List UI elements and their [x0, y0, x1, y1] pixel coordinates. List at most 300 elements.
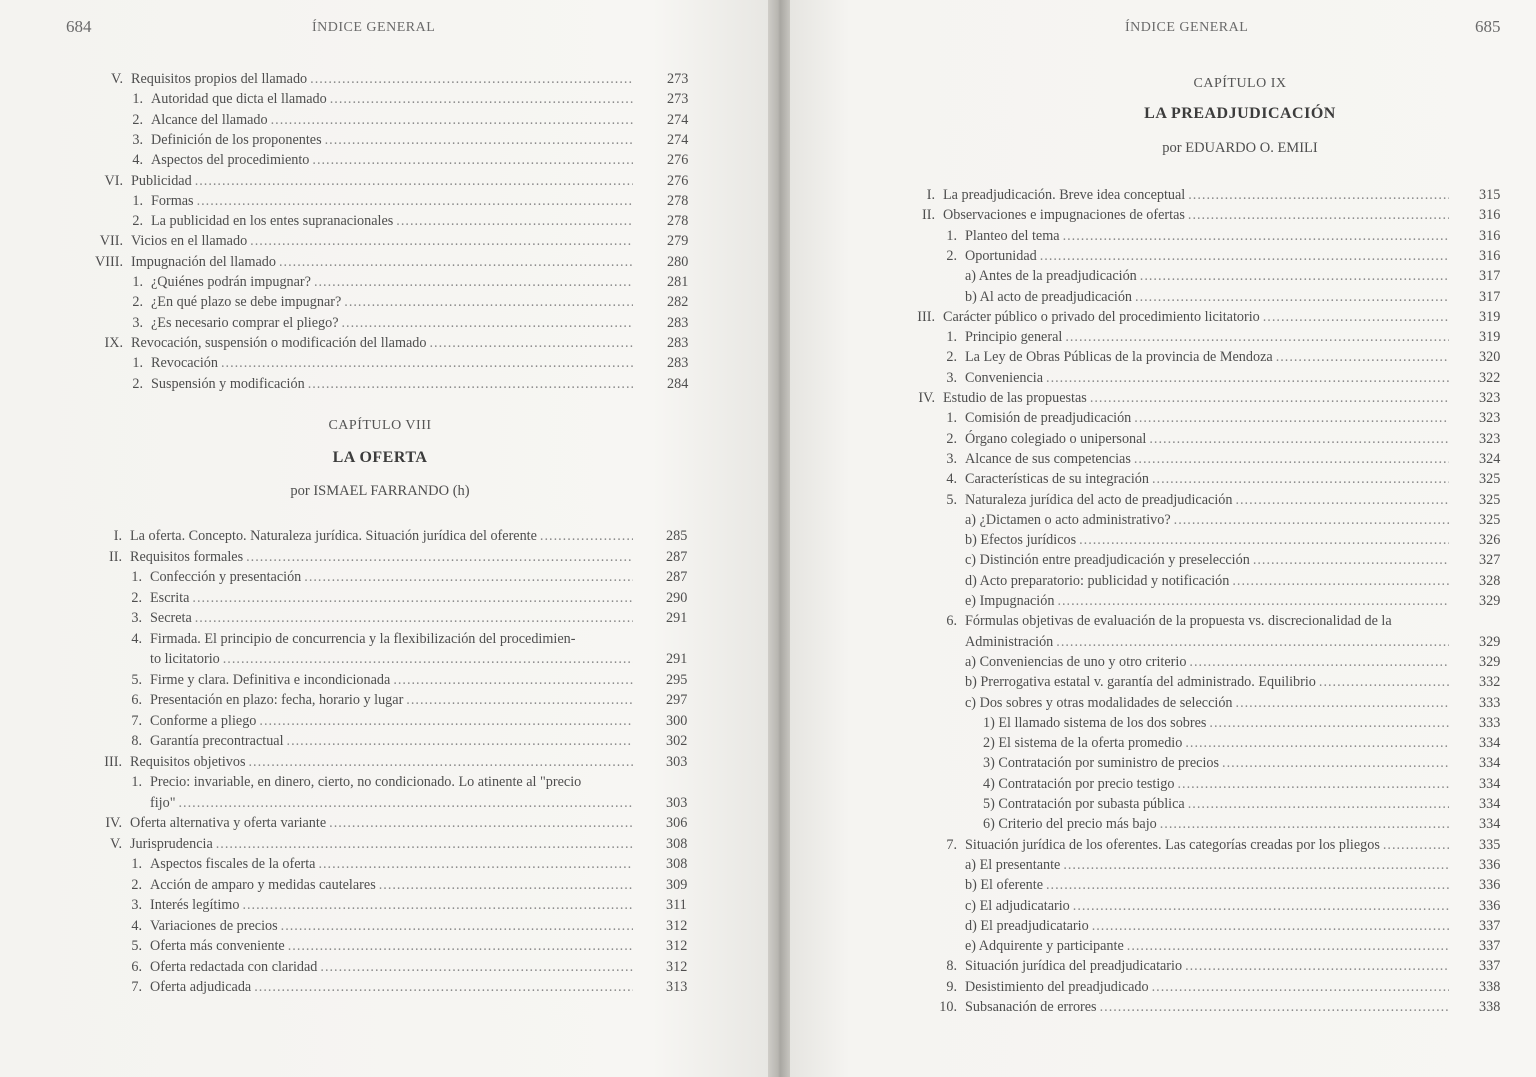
toc-entry [946, 835, 1501, 855]
toc-leader-dots [1046, 368, 1449, 388]
toc-entry [983, 774, 1501, 794]
toc-entry [131, 588, 688, 608]
toc-entry-title: b) Efectos jurídicos [965, 532, 1077, 549]
toc-entry-title: Oferta alternativa y oferta variante [130, 815, 327, 831]
toc-entry-title: a) El presentante [965, 856, 1061, 873]
toc-entry-number: 3. [132, 131, 143, 148]
toc-entry [946, 449, 1501, 469]
toc-leader-dots [1090, 388, 1449, 408]
toc-leader-dots [1263, 307, 1449, 327]
toc-entry-page: 325 [1479, 491, 1501, 508]
toc-leader-dots [1040, 246, 1449, 266]
toc-entry-page: 338 [1479, 978, 1501, 995]
page-number: 685 [1475, 17, 1501, 36]
toc-entry-number: 8. [131, 733, 142, 749]
toc-entry-page: 291 [666, 610, 688, 626]
toc-entry-number: 2. [132, 375, 143, 392]
toc-leader-dots [1065, 327, 1449, 347]
toc-entry-page: 332 [1479, 674, 1501, 691]
toc-entry-title: 6) Criterio del precio más bajo [983, 816, 1157, 833]
toc-entry [150, 793, 688, 813]
toc-entry-title: a) ¿Dictamen o acto administrativo? [965, 511, 1171, 528]
toc-entry-title: Situación jurídica del preadjudicatario [965, 958, 1183, 975]
toc-entry [131, 875, 688, 895]
toc-entry-page: 278 [667, 213, 689, 230]
toc-entry-number: 2. [131, 876, 142, 893]
toc-entry [131, 731, 688, 751]
toc-entry-page: 334 [1479, 816, 1501, 833]
toc-entry-number: 1. [946, 410, 957, 427]
toc-entry [983, 733, 1501, 753]
toc-entry-page: 283 [667, 314, 689, 331]
toc-entry-number: VI. [104, 172, 123, 189]
toc-entry-title: Requisitos objetivos [130, 753, 246, 770]
toc-leader-dots [1056, 632, 1449, 652]
toc-leader-dots [254, 977, 633, 997]
toc-entry [965, 916, 1501, 936]
toc-leader-dots [320, 957, 633, 977]
toc-leader-dots [329, 813, 633, 833]
toc-leader-dots [1189, 652, 1449, 672]
toc-entry-title: Alcance del llamado [151, 111, 268, 128]
toc-entry-page: 312 [666, 938, 688, 954]
toc-entry [131, 690, 688, 710]
toc-leader-dots [1079, 530, 1449, 550]
toc-leader-dots [248, 752, 633, 772]
toc-entry [104, 752, 688, 772]
toc-entry-page: 329 [1479, 653, 1501, 670]
toc-entry-number: II. [109, 548, 122, 565]
running-head: ÍNDICE GENERAL [312, 20, 436, 35]
toc-leader-dots [540, 526, 633, 546]
toc-entry [946, 246, 1501, 266]
toc-entry-number: 3. [946, 369, 957, 386]
toc-entry [918, 388, 1501, 408]
chapter-label: CAPÍTULO VIII [328, 418, 432, 433]
toc-entry-number: 5. [946, 491, 957, 508]
toc-entry-page: 319 [1479, 308, 1501, 325]
toc-entry [109, 547, 688, 567]
toc-entry-title: Acción de amparo y medidas cautelares [150, 876, 376, 893]
toc-entry [965, 530, 1501, 550]
toc-leader-dots [1232, 571, 1449, 591]
toc-leader-dots [1127, 936, 1449, 956]
toc-entry-page: 316 [1479, 207, 1501, 224]
toc-leader-dots [242, 895, 633, 915]
toc-entry [965, 632, 1501, 652]
toc-leader-dots [287, 731, 633, 751]
toc-entry-title: Planteo del tema [965, 227, 1060, 244]
toc-entry-title: Secreta [150, 610, 192, 626]
toc-entry [926, 185, 1501, 205]
toc-entry-number: 3. [131, 897, 142, 913]
book-gutter [768, 0, 790, 1077]
toc-entry-title: Publicidad [131, 172, 192, 189]
toc-entry [965, 591, 1501, 611]
toc-entry-number: 4. [131, 630, 142, 647]
toc-entry-page: 317 [1479, 268, 1501, 285]
toc-entry-title: Órgano colegiado o unipersonal [965, 430, 1147, 447]
toc-leader-dots [1209, 713, 1449, 733]
toc-entry-page: 334 [1479, 775, 1501, 792]
toc-leader-dots [259, 711, 633, 731]
toc-entry-page: 336 [1479, 897, 1501, 914]
toc-entry-title: d) Acto preparatorio: publicidad y notificación [965, 572, 1230, 589]
toc-entry-page: 311 [666, 897, 687, 913]
toc-entry [965, 652, 1501, 672]
toc-entry-number: III. [104, 753, 122, 770]
toc-entry-number: VII. [99, 233, 123, 250]
toc-entry-number: 2. [946, 247, 957, 264]
toc-entry-number: 5. [131, 938, 142, 954]
toc-entry [131, 772, 636, 792]
toc-entry [946, 469, 1501, 489]
toc-entry-page: 337 [1479, 917, 1501, 934]
toc-leader-dots [1134, 449, 1449, 469]
toc-entry [965, 266, 1501, 286]
toc-entry-title: Definición de los proponentes [151, 131, 322, 148]
chapter-label: CAPÍTULO IX [1193, 76, 1287, 91]
toc-leader-dots [1185, 733, 1449, 753]
toc-entry-number: 1. [132, 355, 143, 372]
toc-entry-number: 1. [132, 274, 143, 290]
toc-entry-number: 7. [131, 979, 142, 995]
toc-entry-title: Requisitos propios del llamado [131, 71, 308, 87]
toc-entry-number: 3. [132, 314, 143, 331]
toc-entry-number: 1. [131, 774, 142, 790]
chapter-title: LA OFERTA [332, 449, 428, 466]
toc-entry-title: Estudio de las propuestas [943, 390, 1087, 406]
toc-entry-number: 1. [131, 856, 142, 872]
toc-entry-page: 336 [1479, 877, 1501, 894]
toc-leader-dots [192, 588, 633, 608]
toc-entry [131, 957, 688, 977]
chapter-author: por ISMAEL FARRANDO (h) [290, 483, 470, 499]
toc-entry-page: 280 [667, 253, 689, 270]
toc-entry-title: a) Conveniencias de uno y otro criterio [965, 653, 1187, 670]
toc-entry [922, 205, 1501, 225]
toc-entry-title: Aspectos del procedimiento [151, 152, 310, 169]
toc-entry-page: 317 [1479, 288, 1501, 305]
toc-entry [113, 526, 688, 546]
toc-list [790, 0, 1536, 1077]
toc-entry-title: Confección y presentación [150, 569, 302, 585]
toc-leader-dots [223, 649, 633, 669]
toc-entry [965, 571, 1501, 591]
toc-entry-page: 283 [667, 334, 689, 351]
page-number: 684 [66, 17, 92, 36]
toc-entry-number: 2. [132, 213, 143, 230]
toc-leader-dots [379, 875, 633, 895]
toc-entry [946, 347, 1501, 367]
toc-entry-number: II. [922, 207, 935, 224]
toc-leader-dots [318, 854, 633, 874]
toc-entry-page: 274 [667, 131, 689, 148]
toc-entry [965, 855, 1501, 875]
toc-entry-page: 309 [666, 876, 688, 893]
toc-entry-page: 273 [667, 91, 689, 108]
toc-entry-title: Oferta más conveniente [150, 938, 285, 954]
toc-entry-title: Alcance de sus competencias [965, 450, 1131, 467]
toc-entry-title: Impugnación del llamado [131, 253, 276, 270]
toc-entry-number: IV. [105, 815, 122, 831]
toc-entry-title: Firme y clara. Definitiva e incondicionada [150, 671, 391, 688]
toc-entry-title: Conveniencia [965, 369, 1044, 386]
toc-entry-page: 322 [1479, 369, 1501, 386]
toc-entry-title: Formas [151, 192, 194, 209]
toc-leader-dots [406, 690, 633, 710]
toc-entry-title: 5) Contratación por subasta pública [983, 796, 1185, 812]
toc-leader-dots [1152, 469, 1449, 489]
toc-entry-title: Conforme a pliego [150, 712, 257, 729]
toc-entry-page: 334 [1479, 755, 1501, 772]
toc-entry-number: 4. [946, 471, 957, 488]
toc-entry [965, 510, 1501, 530]
toc-entry-page: 283 [667, 355, 689, 372]
toc-entry-number: 2. [132, 294, 143, 311]
toc-entry-title: Características de su integración [965, 471, 1149, 488]
toc-entry [939, 997, 1501, 1017]
toc-entry-title: Aspectos fiscales de la oferta [150, 856, 316, 872]
toc-entry [946, 368, 1501, 388]
toc-entry-number: 9. [946, 978, 957, 995]
toc-entry-title: Escrita [150, 589, 190, 606]
toc-leader-dots [1253, 550, 1449, 570]
toc-leader-dots [1135, 287, 1449, 307]
toc-entry-title: Garantía precontractual [150, 733, 284, 749]
toc-entry-page: 320 [1479, 349, 1501, 366]
toc-entry-title: Oferta adjudicada [150, 979, 252, 995]
toc-entry-title: Interés legítimo [150, 897, 240, 913]
toc-entry-title: b) Al acto de preadjudicación [965, 288, 1133, 305]
chapter-author: por EDUARDO O. EMILI [1162, 140, 1318, 156]
toc-entry [965, 936, 1501, 956]
toc-entry-page: 323 [1479, 410, 1501, 427]
toc-entry-page: 295 [666, 671, 688, 688]
toc-leader-dots [1073, 896, 1449, 916]
toc-entry-number: IV. [918, 390, 935, 406]
toc-leader-dots [1134, 408, 1449, 428]
toc-entry-page: 276 [667, 172, 689, 189]
toc-entry-page: 329 [1479, 593, 1501, 609]
toc-leader-dots [288, 936, 633, 956]
toc-entry-title: ¿Quiénes podrán impugnar? [151, 274, 311, 290]
toc-leader-dots [1177, 774, 1449, 794]
toc-entry-number: 2. [131, 589, 142, 606]
toc-entry-number: VIII. [95, 253, 123, 270]
toc-entry-title: d) El preadjudicatario [965, 917, 1089, 934]
toc-entry [131, 567, 688, 587]
toc-leader-dots [1236, 693, 1449, 713]
toc-entry [946, 956, 1501, 976]
toc-leader-dots [1160, 814, 1449, 834]
toc-entry-page: 282 [667, 294, 689, 311]
toc-entry-title: Firmada. El principio de concurrencia y la flexibilización del procedimien- [150, 630, 576, 647]
toc-entry-page: 337 [1479, 938, 1501, 955]
toc-entry-number: I. [113, 528, 122, 544]
toc-entry-title: b) Prerrogativa estatal v. garantía del administrado. Equilibrio [965, 674, 1316, 691]
toc-leader-dots [1235, 490, 1449, 510]
toc-entry-number: 1. [132, 192, 143, 209]
toc-entry-title: Subsanación de errores [965, 999, 1097, 1015]
toc-entry-title: Revocación [151, 355, 218, 372]
toc-entry-number: 6. [131, 958, 142, 975]
toc-entry-number: 4. [132, 152, 143, 169]
toc-entry-number: 2. [132, 111, 143, 128]
toc-entry [131, 608, 688, 628]
toc-entry-title: Oportunidad [965, 247, 1037, 264]
toc-entry-page: 312 [666, 958, 688, 975]
toc-entry-page: 273 [667, 71, 689, 87]
toc-entry-page: 333 [1479, 714, 1501, 731]
toc-entry-title: b) El oferente [965, 877, 1043, 894]
toc-entry-number: V. [110, 835, 122, 852]
toc-entry [946, 226, 1501, 246]
toc-entry-title: c) Distinción entre preadjudicación y preselección [965, 552, 1250, 569]
toc-leader-dots [304, 567, 633, 587]
toc-entry-title: 3) Contratación por suministro de precios [983, 755, 1220, 772]
toc-entry-number: 5. [131, 671, 142, 688]
toc-leader-dots [216, 834, 633, 854]
toc-leader-dots [195, 608, 633, 628]
toc-entry [965, 672, 1501, 692]
toc-entry-page: 303 [666, 794, 688, 811]
toc-entry-title: ¿En qué plazo se debe impugnar? [151, 294, 342, 311]
toc-entry-number: 2. [946, 349, 957, 366]
toc-entry-title: La Ley de Obras Públicas de la provincia de Mendoza [965, 349, 1273, 366]
toc-entry-page: 287 [666, 548, 688, 565]
toc-entry-number: 4. [131, 917, 142, 934]
toc-entry-title: 2) El sistema de la oferta promedio [983, 735, 1183, 752]
toc-entry [946, 327, 1501, 347]
toc-entry-page: 316 [1479, 247, 1501, 264]
toc-leader-dots [1063, 855, 1449, 875]
toc-entry [946, 429, 1501, 449]
toc-leader-dots [1276, 347, 1449, 367]
toc-entry-page: 308 [666, 856, 688, 872]
toc-entry-page: 323 [1479, 430, 1501, 447]
toc-leader-dots [1188, 794, 1449, 814]
toc-entry-number: 6. [946, 613, 957, 630]
toc-entry [965, 287, 1501, 307]
toc-entry-title: Naturaleza jurídica del acto de preadjudicación [965, 491, 1233, 508]
toc-entry [983, 753, 1501, 773]
toc-entry-page: 325 [1479, 471, 1501, 488]
toc-entry [917, 307, 1501, 327]
toc-entry [965, 550, 1501, 570]
toc-leader-dots [281, 916, 633, 936]
toc-entry [131, 977, 688, 997]
toc-entry-page: 300 [666, 712, 688, 729]
toc-entry [946, 490, 1501, 510]
toc-entry [983, 794, 1501, 814]
toc-entry-page: 335 [1479, 836, 1501, 853]
toc-entry-page: 326 [1479, 532, 1501, 549]
toc-leader-dots [1188, 205, 1449, 225]
toc-entry-page: 306 [666, 815, 688, 831]
toc-entry-page: 337 [1479, 958, 1501, 975]
toc-entry-page: 336 [1479, 856, 1501, 873]
toc-leader-dots [1222, 753, 1449, 773]
chapter-title: LA PREADJUDICACIÓN [1144, 105, 1336, 122]
toc-entry-page: 313 [666, 979, 688, 995]
toc-entry-title: Desistimiento del preadjudicado [965, 978, 1149, 995]
toc-entry [131, 711, 688, 731]
toc-leader-dots [1057, 591, 1449, 611]
toc-entry-title: a) Antes de la preadjudicación [965, 268, 1137, 285]
toc-entry-page: 312 [666, 917, 688, 934]
toc-entry-title: Presentación en plazo: fecha, horario y lugar [150, 692, 404, 708]
toc-entry-number: III. [917, 308, 935, 325]
toc-entry-number: 1. [946, 329, 957, 346]
toc-entry [946, 408, 1501, 428]
toc-entry-title: c) Dos sobres y otras modalidades de selección [965, 694, 1233, 711]
toc-entry-page: 323 [1479, 390, 1501, 406]
toc-entry-page: 290 [666, 589, 688, 606]
toc-entry-page: 308 [666, 835, 688, 852]
toc-entry-page: 274 [667, 111, 689, 128]
toc-entry-number: 1. [946, 227, 957, 244]
toc-entry-title: Comisión de preadjudicación [965, 410, 1132, 427]
toc-entry-title: fijo" [150, 794, 176, 811]
toc-entry-number: 2. [946, 430, 957, 447]
toc-entry [946, 611, 1452, 631]
toc-entry-number: V. [111, 71, 123, 87]
toc-entry-page: 315 [1479, 187, 1501, 203]
toc-entry-number: I. [926, 187, 935, 203]
toc-entry-title: e) Impugnación [965, 593, 1055, 609]
toc-entry-number: 7. [131, 712, 142, 729]
toc-entry-title: Principio general [965, 329, 1063, 346]
toc-leader-dots [1185, 956, 1449, 976]
toc-entry [131, 916, 688, 936]
toc-entry [131, 629, 636, 649]
toc-entry-title: Fórmulas objetivas de evaluación de la propuesta vs. discrecionalidad de la [965, 613, 1392, 630]
toc-leader-dots [1152, 977, 1449, 997]
right-page [790, 0, 1536, 1077]
toc-entry-title: La publicidad en los entes supranacionales [151, 213, 394, 230]
toc-leader-dots [179, 793, 634, 813]
toc-entry-page: 327 [1479, 552, 1501, 569]
toc-leader-dots [1063, 226, 1449, 246]
toc-entry-title: 1) El llamado sistema de los dos sobres [983, 714, 1207, 731]
toc-entry-title: Precio: invariable, en dinero, cierto, no condicionado. Lo atinente al "precio [150, 774, 582, 790]
toc-entry-number: 6. [131, 692, 142, 708]
toc-leader-dots [1140, 266, 1449, 286]
toc-entry-title: Variaciones de precios [150, 917, 278, 934]
toc-entry-number: 3. [131, 610, 142, 626]
toc-entry-page: 334 [1479, 796, 1501, 812]
toc-entry-page: 285 [666, 528, 688, 544]
toc-entry-page: 276 [667, 152, 689, 169]
toc-entry-page: 303 [666, 753, 688, 770]
toc-entry-page: 324 [1479, 450, 1501, 467]
toc-entry-number: 7. [946, 836, 957, 853]
toc-entry-title: Requisitos formales [130, 548, 244, 565]
toc-entry-page: 284 [667, 375, 689, 392]
toc-leader-dots [1046, 875, 1449, 895]
toc-leader-dots [1100, 997, 1449, 1017]
toc-leader-dots [1149, 429, 1449, 449]
toc-entry-page: 278 [667, 192, 689, 209]
toc-entry [110, 834, 688, 854]
toc-entry-number: IX. [104, 334, 123, 351]
toc-leader-dots [1319, 672, 1449, 692]
toc-entry [105, 813, 688, 833]
toc-entry-title: e) Adquirente y participante [965, 938, 1124, 955]
toc-entry [946, 977, 1501, 997]
toc-entry-title: La preadjudicación. Breve idea conceptual [943, 187, 1186, 203]
